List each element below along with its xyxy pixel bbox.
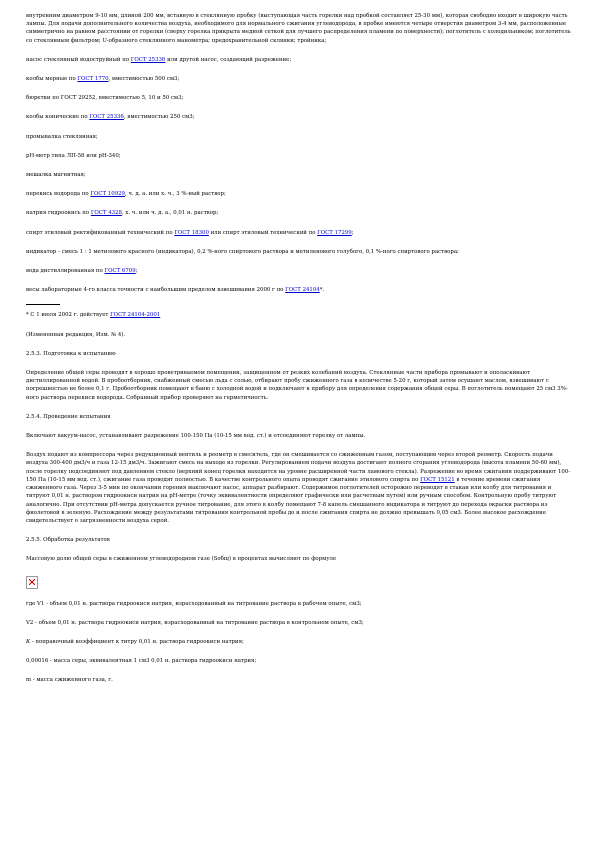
gost-link[interactable]: ГОСТ 4328 [90,210,122,217]
section-paragraph-2-5-5: Массовую долю общей серы в сжиженном углеводородном газе (Sобщ) в процентах вычисляют по формуле [26,556,337,563]
gost-link[interactable]: ГОСТ 25336 [89,114,124,121]
variable-text: где V1 - объем 0,01 н. раствора гидроокиси натрия, израсходованный на титрование раствора в рабочем опыте, см3; [26,600,362,607]
list-item-text: или другой насос, создающий разрежение; [165,56,292,63]
gost-link[interactable]: ГОСТ 18300 [174,229,209,236]
list-item [26,229,574,237]
list-item [26,248,574,256]
list-item-text: или спирт этиловый технический по [208,229,318,236]
list-item [26,171,574,179]
list-item-text: ; [135,268,138,275]
list-item [26,56,574,64]
intro-paragraph: внутренним диаметром 9-10 мм, длиной 200 мм, вставную в стеклянную пробку (выступающая часть горелки над пробкой составляет 25-30 мм), которая свободно входит в широкую часть лампы. Для подачи дополнительного количества воздуха, необходимого для нормального сжигания углеводорода, в пробке имеются четыре отверстия диаметром 3-4 мм, расположенные симметрично на равном расстоянии от горелки (сверху горелка прикрыта медной сеткой для лучшего распределения пламени по поверхности); поглотитель с холодильником; поглотитель со стеклянным фильтром; U-образного стеклянного манометра; предохранительной склянки; тройника; [26,13,571,44]
section-paragraph-2-5-3: Определение общей серы проводят в хорошо проветриваемом помещении, защищенном от резких колебаний воздуха. Стеклянные части прибора промывают и ополаскивают дистиллированной водой. В пробоотборник, снабженный смесью льда с солью, отбирают пробу сжиженного газа в количестве 5-20 г, который затем осушают маслом, взвешивают с погрешностью не более 0,1 г. Пробоотборник помещают в баню с холодной водой и подключают к прибору для определения содержания общей серы. В поглотитель помещают 25 см3 3%-ного раствора перекиси водорода. Собранный прибор проверяют на герметичность. [26,370,568,401]
variable-definition [26,657,574,665]
list-item-text: , х. ч. или ч. д. а., 0,01 н. раствор; [121,210,219,217]
variable-text: 0,00016 - масса серы, эквивалентная 1 см3 0,01 н. раствора гидроокиси натрия; [26,658,257,665]
list-item-text: вода дистиллированная по [26,268,105,275]
list-item [26,209,574,217]
list-item [26,75,574,83]
gost-link[interactable]: ГОСТ 10929 [90,191,125,198]
variable-definition [26,619,574,627]
variable-text: V2 - объем 0,01 н. раствора гидроокиси натрия, израсходованный на титрование раствора в контрольном опыте, см3; [26,619,364,626]
list-item-text: индикатор - смесь 1 : 1 метилового красного (индикатора), 0,2 %-ного спиртового раствора и метиленового голубого, 0,1 %-ного спиртового раствора; [26,248,459,255]
list-item-text: колбы конические по [26,114,90,121]
variable-definition [26,638,574,646]
variable-symbol: К [26,638,31,645]
list-item-text: натрия гидроокись по [26,210,91,217]
paragraph-text: в течение времени сжигания сжиженного газа. Через 3-5 мин по окончании горения выключают насос, аппарат разбирают. Содержимое поглотителей осторожно переводят в стакан или колбу для титрования и титруют 0,01 н. раствором гидроокиси натрия на pH-метре (точку эквивалентности определяют графически или расчетным путем) или ручным способом. Контрольную пробу титруют аналогично. При отсутствии pH-метра допускается ручное титрование, для этого в колбу помещают 7-8 капель смешанного индикатора и титруют до перехода окраски раствора из фиолетовой в зеленую. Расхождение между результатами титрования контрольной пробы до и после сжигания спирта не должно превышать 0,05 см3. Более высокое расхождение свидетельствует о загрязненности воздуха серой. [26,476,557,524]
footnote-text: * С 1 июля 2002 г. действует [26,312,111,319]
variable-text: - поправочный коэффициент к титру 0,01 н. раствора гидроокиси натрия; [30,638,244,645]
variable-text: m - масса сжиженного газа, г. [26,677,113,684]
section-heading-2-5-5: 2.5.5. Обработка результатов [26,537,110,544]
list-item-text: бюретки по ГОСТ 29252, вместимостью 5, 10 и 50 см3; [26,95,184,102]
list-item [26,267,574,275]
list-item-text: колбы мерные по [26,76,78,83]
list-item [26,190,574,198]
list-item [26,94,574,102]
list-item [26,152,574,160]
gost-link[interactable]: ГОСТ 24104 [285,287,320,294]
variable-definition [26,676,574,684]
list-item-text: , вместимостью 500 см3; [108,76,180,83]
list-item [26,113,574,121]
list-item-text: , вместимостью 250 см3; [123,114,195,121]
list-item-text: спирт этиловый ректификованный технический по [26,229,175,236]
section-heading-2-5-3: 2.5.3. Подготовка к испытанию [26,350,116,357]
section-heading-2-5-4: 2.5.4. Проведение испытания [26,413,111,420]
formula-variables-list [26,600,574,685]
list-item [26,133,574,141]
section-paragraph-2-5-4a: Включают вакуум-насос, устанавливают разрежение 100-150 Па (10-15 мм вод. ст.) и отсоединяют горелку от лампы. [26,433,366,440]
list-item-text: pH-метр типа ЛП-58 или pH-340; [26,152,121,159]
footnote [26,311,574,319]
edition-note: (Измененная редакция, Изм. № 4). [26,331,126,338]
section-paragraph-2-5-4b [26,451,574,525]
list-item-text: мешалка магнитная; [26,172,86,179]
gost-link[interactable]: ГОСТ 6709 [104,268,136,275]
list-item-text: ; [351,229,354,236]
list-item-text: промывалка стеклянная; [26,133,98,140]
list-item-text: *. [319,287,325,294]
gost-link[interactable]: ГОСТ 25336 [130,56,166,63]
footnote-divider [26,304,60,305]
list-item [26,286,574,294]
broken-image-icon [26,576,38,589]
gost-link[interactable]: ГОСТ 17299 [317,229,352,236]
footnote-link[interactable]: ГОСТ 24104-2001 [110,312,161,319]
list-item-text: , ч. д. а. или х. ч., 3 %-ный раствор; [124,191,226,198]
equipment-list [26,56,574,295]
paragraph-text: Воздух подают из компрессора через редукционный вентиль и реометр в смеситель, где он смешивается со сжиженным газом, поступающим через второй реометр. Скорость подачи воздуха 300-400 дм3/ч и газа 12-15 дм3/ч. Зажигают смесь на выходе из горелки. Регулированием подачи воздуха достигают полного сгорания углеводорода (высота пламени 50-60 мм), после горелку подсоединяют под давлением стекло (верхний конец горелки находится на уровне расширенной части ламового стекла). Разрежение во время сжигания поддерживают 100-150 Па (10-15 мм вод. ст.), сжигание газа проводят полностью. В качестве контрольного опыта проводят сжигание этилового спирта по [26,452,571,483]
list-item-text: весы лабораторные 4-го класса точности с наибольшим пределом взвешивания 2000 г по [26,287,286,294]
gost-link[interactable]: ГОСТ 1770 [77,76,109,83]
document-page [26,12,574,685]
list-item-text: насос стеклянный водоструйный по [26,56,131,63]
variable-definition [26,600,574,608]
gost-link[interactable]: ГОСТ 15121 [420,476,455,483]
list-item-text: перекись водорода по [26,191,91,198]
